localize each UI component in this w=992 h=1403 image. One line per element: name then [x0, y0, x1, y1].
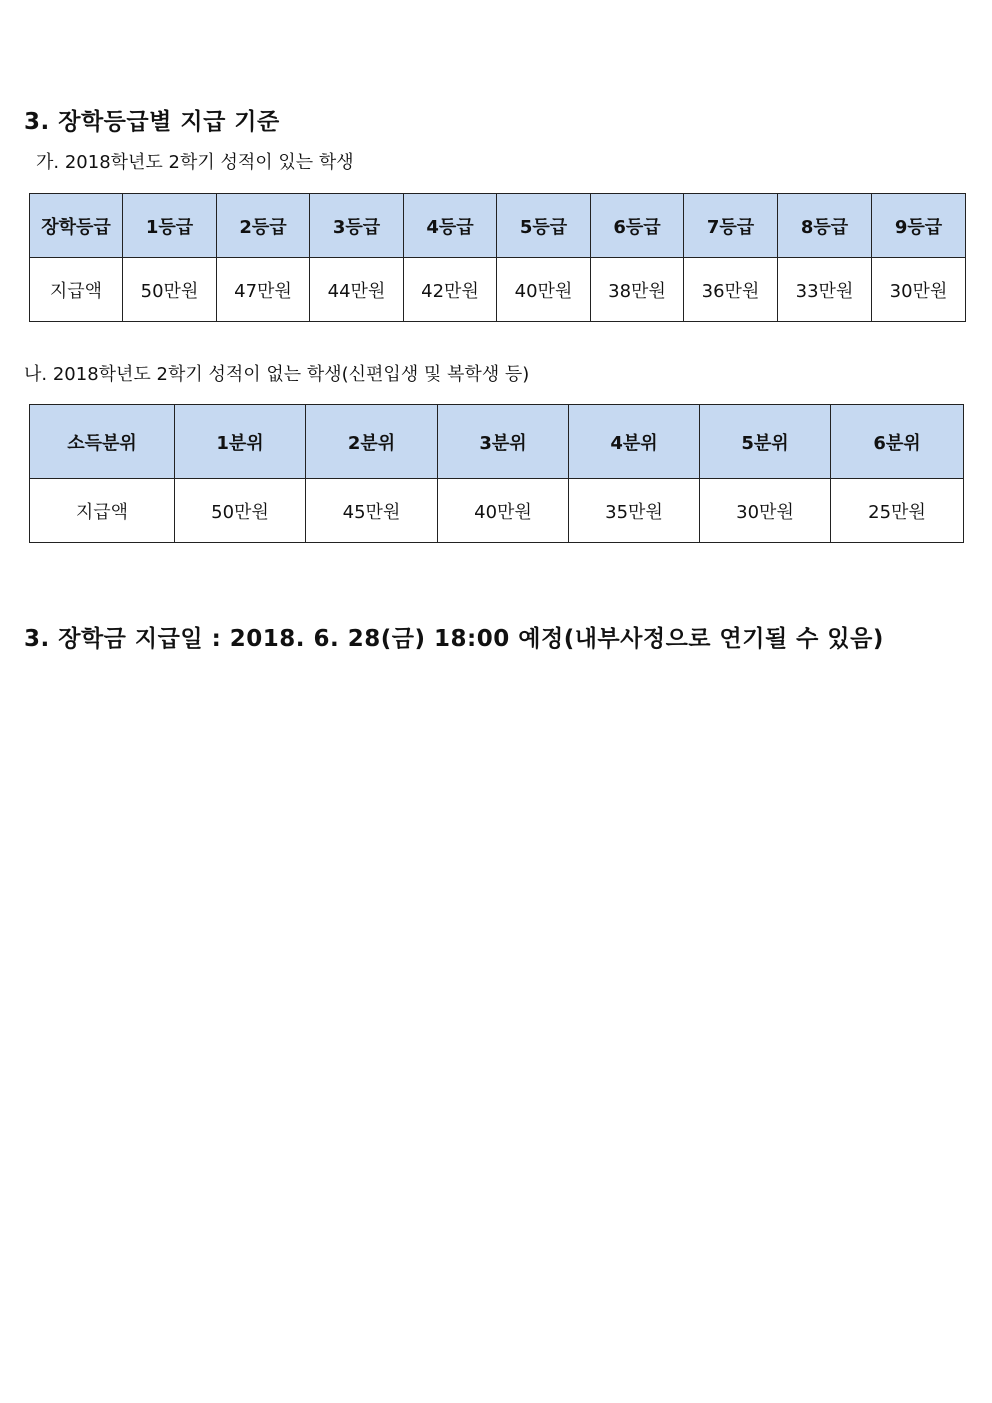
subheading-without-grades: 나. 2018학년도 2학기 성적이 없는 학생(신편입생 및 복학생 등)	[24, 364, 530, 385]
income-bracket-payment-table	[29, 404, 964, 543]
amount-cell: 45만원	[306, 479, 438, 543]
bracket-header-cell: 3분위	[438, 405, 569, 479]
header-label-cell: 장학등급	[30, 194, 123, 258]
amount-cell: 36만원	[684, 258, 778, 322]
amount-cell: 25만원	[831, 479, 964, 543]
table-header-row	[30, 194, 966, 258]
amount-cell: 35만원	[569, 479, 700, 543]
grade-header-cell: 2등급	[217, 194, 310, 258]
amount-cell: 33만원	[778, 258, 872, 322]
grade-header-cell: 8등급	[778, 194, 872, 258]
table-header-row	[30, 405, 964, 479]
amount-cell: 47만원	[217, 258, 310, 322]
table-row	[30, 479, 964, 543]
grade-header-cell: 5등급	[497, 194, 591, 258]
amount-cell: 42만원	[404, 258, 497, 322]
row-label-cell: 지급액	[30, 258, 123, 322]
amount-cell: 30만원	[700, 479, 831, 543]
amount-cell: 50만원	[123, 258, 217, 322]
grade-header-cell: 9등급	[872, 194, 966, 258]
header-label-cell: 소득분위	[30, 405, 175, 479]
bracket-header-cell: 1분위	[175, 405, 306, 479]
subheading-with-grades: 가. 2018학년도 2학기 성적이 있는 학생	[36, 152, 354, 173]
bracket-header-cell: 5분위	[700, 405, 831, 479]
grade-header-cell: 6등급	[591, 194, 684, 258]
grade-header-cell: 1등급	[123, 194, 217, 258]
table-row	[30, 258, 966, 322]
amount-cell: 38만원	[591, 258, 684, 322]
bracket-header-cell: 4분위	[569, 405, 700, 479]
grade-header-cell: 4등급	[404, 194, 497, 258]
section-heading-grade-criteria: 3. 장학등급별 지급 기준	[24, 109, 280, 135]
amount-cell: 50만원	[175, 479, 306, 543]
bracket-header-cell: 6분위	[831, 405, 964, 479]
grade-header-cell: 3등급	[310, 194, 404, 258]
bracket-header-cell: 2분위	[306, 405, 438, 479]
section-heading-payment-date: 3. 장학금 지급일 : 2018. 6. 28(금) 18:00 예정(내부사정으로 연기될 수 있음)	[24, 626, 884, 652]
amount-cell: 30만원	[872, 258, 966, 322]
amount-cell: 40만원	[497, 258, 591, 322]
row-label-cell: 지급액	[30, 479, 175, 543]
grade-header-cell: 7등급	[684, 194, 778, 258]
grade-payment-table	[29, 193, 966, 322]
amount-cell: 44만원	[310, 258, 404, 322]
amount-cell: 40만원	[438, 479, 569, 543]
